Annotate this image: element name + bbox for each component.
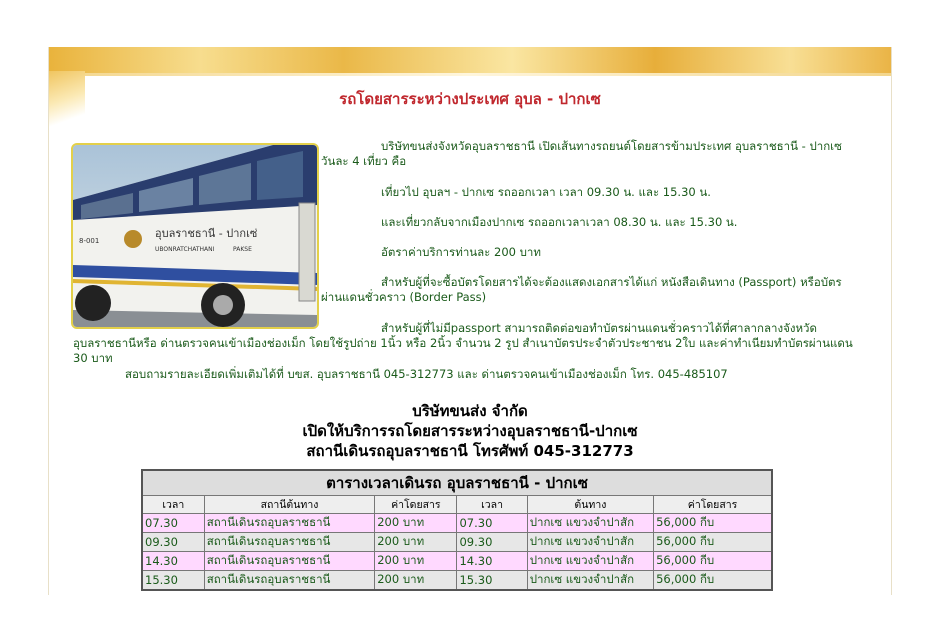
emblem-icon: [124, 230, 142, 248]
cell: 200 บาท: [375, 552, 457, 571]
bus-image: [73, 145, 317, 327]
contact-info: สอบถามรายละเอียดเพิ่มเติมได้ที่ บขส. อุบลราชธานี 045-312773 และ ด่านตรวจคนเข้าเมืองช่องเม็ก โทร. 045-485107: [125, 367, 728, 381]
border-pass-info: สำหรับผู้ที่ไม่มีpassport สามารถติดต่อขอทำบัตรผ่านแดนชั่วคราวได้ที่ศาลากลางจังหวัดอุบลราชธานีหรือ ด่านตรวจคนเข้าเมืองช่องเม็ก โดยใช้รูปถ่าย 1นิ้ว หรือ 2นิ้ว จำนวน 2 รูป สำเนาบัตรประจำตัวประชาชน 2ใบ และค่าทำเนียมทำบัตรผ่านแดน 30 บาท: [73, 321, 853, 365]
header-time-back: เวลา: [457, 496, 527, 514]
header-banner: [49, 47, 891, 73]
page-title: รถโดยสารระหว่างประเทศ อุบล - ปากเซ: [339, 90, 601, 108]
header-fare-kip: ค่าโดยสาร: [654, 496, 772, 514]
header-origin-back: ต้นทาง: [527, 496, 653, 514]
cell: 56,000 กีบ: [654, 533, 772, 552]
table-row: [142, 514, 772, 533]
cell: ปากเซ แขวงจำปาสัก: [527, 514, 653, 533]
cell: 200 บาท: [375, 514, 457, 533]
company-name: บริษัทขนส่ง จำกัด: [412, 402, 528, 420]
cell: 200 บาท: [375, 571, 457, 591]
header-fare-baht: ค่าโดยสาร: [375, 496, 457, 514]
intro-paragraph: บริษัทขนส่งจังหวัดอุบลราชธานี เปิดเส้นทางรถยนต์โดยสารข้ามประเทศ อุบลราชธานี - ปากเซ วันละ 4 เที่ยว คือ: [321, 139, 842, 168]
cell: ปากเซ แขวงจำปาสัก: [527, 533, 653, 552]
table-row: [142, 533, 772, 552]
return-times: และเที่ยวกลับจากเมืองปากเซ รถออกเวลาเวลา 08.30 น. และ 15.30 น.: [381, 215, 738, 229]
table-row: [142, 571, 772, 591]
cell: 200 บาท: [375, 533, 457, 552]
fare-info: อัตราค่าบริการท่านละ 200 บาท: [381, 245, 541, 259]
cell: 56,000 กีบ: [654, 571, 772, 591]
station-phone: สถานีเดินรถอุบลราชธานี โทรศัพท์ 045-312773: [306, 442, 634, 460]
cell: 56,000 กีบ: [654, 552, 772, 571]
bus-sign-sub-left: UBONRATCHATHANI: [155, 246, 215, 253]
cell: 56,000 กีบ: [654, 514, 772, 533]
cell: 09.30: [457, 533, 527, 552]
cell: สถานีเดินรถอุบลราชธานี: [204, 552, 375, 571]
cell: 14.30: [457, 552, 527, 571]
schedule-caption: ตารางเวลาเดินรถ อุบลราชธานี - ปากเซ: [142, 470, 772, 496]
cell: 15.30: [457, 571, 527, 591]
cell: 07.30: [142, 514, 204, 533]
bus-photo: [71, 143, 319, 329]
bus-sign-sub-right: PAKSE: [233, 246, 252, 253]
outbound-times: เที่ยวไป อุบลฯ - ปากเซ รถออกเวลา เวลา 09.30 น. และ 15.30 น.: [381, 185, 711, 199]
cell: ปากเซ แขวงจำปาสัก: [527, 571, 653, 591]
bus-plate: 8-001: [79, 237, 100, 245]
schedule-header-row: [142, 496, 772, 514]
service-line: เปิดให้บริการรถโดยสารระหว่างอุบลราชธานี-ปากเซ: [302, 422, 638, 440]
schedule-table: [141, 469, 773, 591]
table-row: [142, 552, 772, 571]
cell: 07.30: [457, 514, 527, 533]
cell: ปากเซ แขวงจำปาสัก: [527, 552, 653, 571]
page-frame: [48, 47, 892, 595]
cell: สถานีเดินรถอุบลราชธานี: [204, 533, 375, 552]
cell: 09.30: [142, 533, 204, 552]
passport-requirement: สำหรับผู้ที่จะซื้อบัตรโดยสารได้จะต้องแสดงเอกสารได้แก่ หนังสือเดินทาง (Passport) หรือบัตรผ่านแดนชั่วคราว (Border Pass): [321, 275, 842, 304]
cell: สถานีเดินรถอุบลราชธานี: [204, 514, 375, 533]
cell: 15.30: [142, 571, 204, 591]
cell: 14.30: [142, 552, 204, 571]
cell: สถานีเดินรถอุบลราชธานี: [204, 571, 375, 591]
header-time-out: เวลา: [142, 496, 204, 514]
header-origin-station: สถานีต้นทาง: [204, 496, 375, 514]
bus-sign-text: อุบลราชธานี - ปากเซ่: [155, 227, 258, 240]
